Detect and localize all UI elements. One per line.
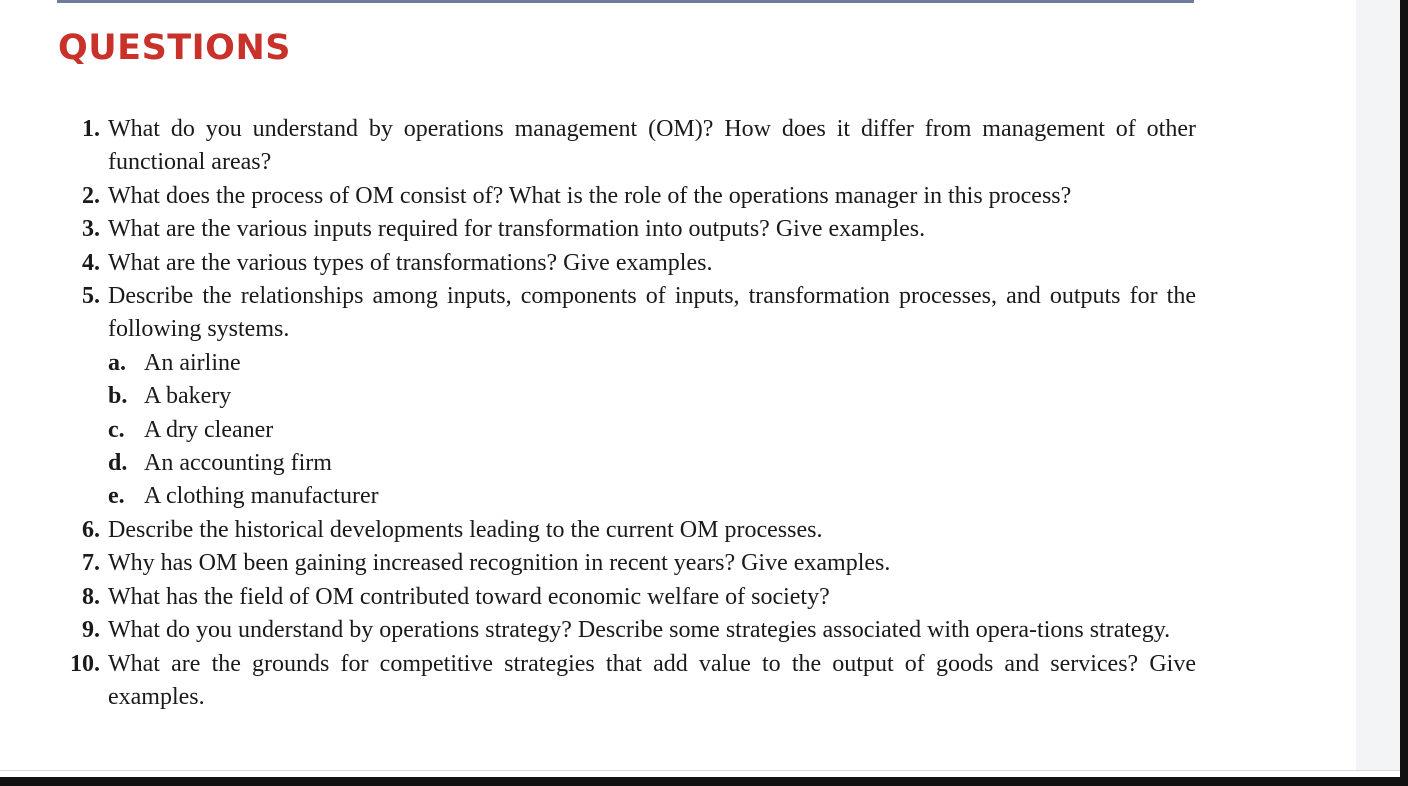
question-item (56, 280, 1196, 514)
sub-question-text: A clothing manufacturer (144, 483, 379, 510)
sub-question-text: An airline (144, 349, 241, 376)
sub-question-item (108, 414, 1196, 447)
question-text: Describe the relationships among inputs, components of inputs, transformation processes, and outputs for the following systems. (108, 283, 1196, 343)
question-number: 6. (82, 516, 100, 543)
question-number: 10. (70, 650, 100, 677)
window-right-border (1400, 0, 1408, 786)
bottom-gap (0, 770, 1400, 777)
sub-question-letter: e. (108, 483, 125, 510)
question-number: 7. (82, 550, 100, 577)
question-item (56, 113, 1196, 180)
question-text: What does the process of OM consist of? What is the role of the operations manager in this process? (108, 182, 1072, 209)
sub-question-item (108, 447, 1196, 480)
question-text: What do you understand by operations strategy? Describe some strategies associated with opera-tions strategy. (108, 617, 1171, 644)
question-text: Describe the historical developments leading to the current OM processes. (108, 516, 823, 543)
question-number: 2. (82, 182, 100, 209)
question-item (56, 514, 1196, 547)
sub-question-item (108, 480, 1196, 513)
question-number: 3. (82, 216, 100, 243)
question-item (56, 547, 1196, 580)
sub-question-letter: b. (108, 383, 128, 410)
right-margin (1356, 0, 1400, 772)
sub-question-item (108, 347, 1196, 380)
sub-question-text: A dry cleaner (144, 416, 274, 443)
question-text: Why has OM been gaining increased recognition in recent years? Give examples. (108, 550, 891, 577)
question-number: 5. (82, 283, 100, 310)
question-item (56, 581, 1196, 614)
top-rule (57, 0, 1194, 3)
question-item (56, 648, 1196, 715)
sub-question-list (108, 347, 1196, 514)
question-list (56, 113, 1196, 714)
question-number: 4. (82, 249, 100, 276)
window-bottom-border (0, 777, 1408, 786)
question-item (56, 180, 1196, 213)
sub-question-item (108, 380, 1196, 413)
sub-question-letter: c. (108, 416, 125, 443)
section-heading: QUESTIONS (58, 28, 291, 68)
question-number: 1. (82, 116, 100, 142)
question-item (56, 213, 1196, 246)
sub-question-letter: a. (108, 349, 126, 376)
question-item (56, 614, 1196, 647)
question-text: What has the field of OM contributed toward economic welfare of society? (108, 583, 830, 610)
question-text: What do you understand by operations management (OM)? How does it differ from management of other functional areas? (108, 116, 1196, 176)
sub-question-text: A bakery (144, 383, 232, 410)
question-number: 8. (82, 583, 100, 610)
question-text: What are the various types of transformations? Give examples. (108, 249, 713, 276)
sub-question-letter: d. (108, 450, 128, 477)
question-number: 9. (82, 617, 100, 644)
question-text: What are the grounds for competitive strategies that add value to the output of goods and services? Give examples. (108, 650, 1196, 710)
question-text: What are the various inputs required for transformation into outputs? Give examples. (108, 216, 926, 243)
question-item (56, 247, 1196, 280)
sub-question-text: An accounting firm (144, 450, 332, 477)
